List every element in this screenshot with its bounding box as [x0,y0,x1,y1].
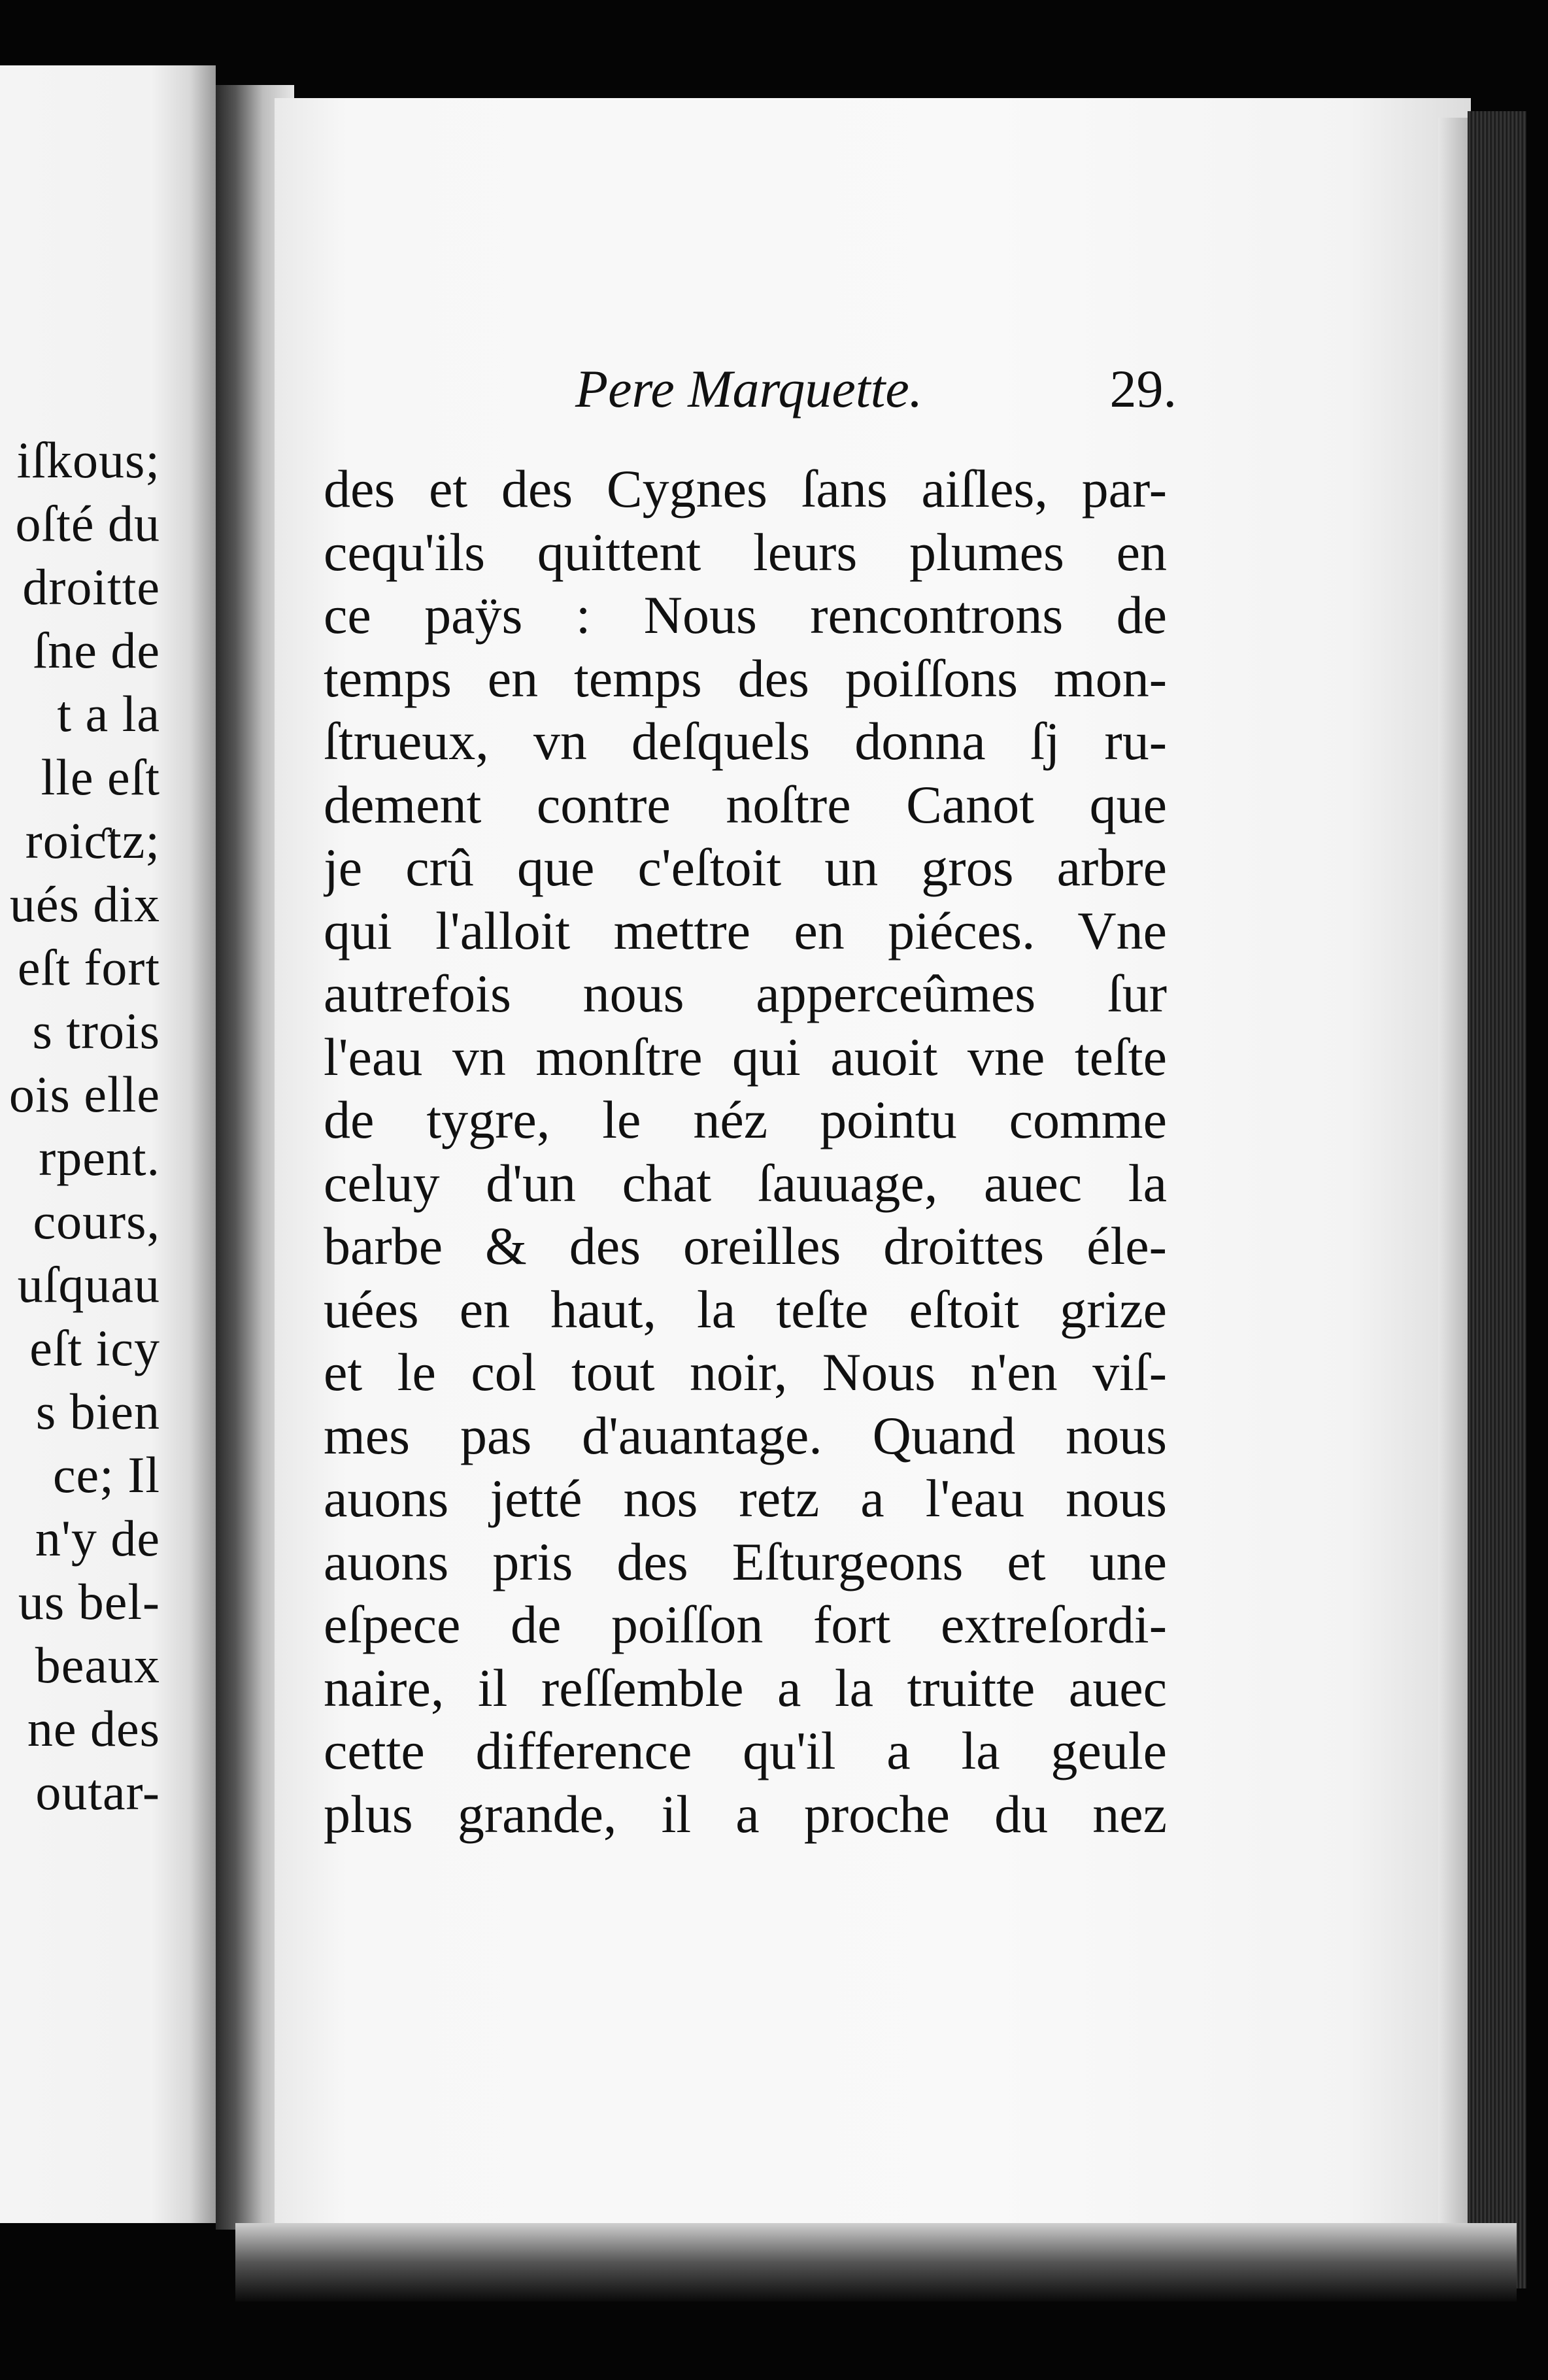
text-line: eſt icy [29,1319,160,1376]
page-edges [1468,111,1526,2288]
text-line: oſté du [15,495,160,552]
text-line: et le col tout noir, Nous n'en viſ- [324,1342,1167,1402]
text-line: lle eſt [41,749,160,806]
text-line: cequ'ils quittent leurs plumes en [324,522,1167,582]
text-line: ce; Il [52,1446,160,1503]
text-line: beaux [35,1637,160,1693]
page-edge-highlight [1438,118,1468,2236]
text-line: ués dix [9,876,160,932]
text-line: dement contre noſtre Canot que [324,774,1167,834]
text-line: droitte [22,558,160,615]
text-line: ce paÿs : Nous rencontrons de [324,585,1167,645]
text-line: plus grande, il a proche du nez [324,1784,1167,1844]
text-line: n'y de [35,1510,160,1567]
text-line: eſpece de poiſſon fort extreſordi- [324,1595,1167,1654]
text-line: rpent. [39,1129,160,1186]
text-line: s bien [35,1383,160,1440]
text-line: ne des [27,1700,160,1757]
text-line: roiƈtz; [25,812,160,869]
text-line: ſne de [33,622,160,679]
text-line: barbe & des oreilles droittes éle- [324,1216,1167,1276]
text-line: l'eau vn monſtre qui auoit vne teſte [324,1027,1167,1087]
text-line: temps en temps des poiſſons mon- [324,648,1167,708]
text-line: eſt fort [17,939,160,996]
page-body-text [324,458,1167,1846]
text-line: cette difference qu'il a la geule [324,1721,1167,1780]
text-line: auons pris des Eſturgeons et une [324,1531,1167,1591]
text-line: celuy d'un chat ſauuage, auec la [324,1153,1167,1213]
text-line: naire, il reſſemble a la truitte auec [324,1658,1167,1718]
text-line: outar- [35,1763,160,1820]
text-line: uſquau [17,1256,160,1313]
text-line: cours, [33,1193,160,1250]
text-line: t a la [57,685,160,742]
running-title: Pere Marquette. [575,359,923,418]
text-line: uées en haut, la teſte eſtoit grize [324,1279,1167,1339]
text-line: mes pas d'auantage. Quand nous [324,1405,1167,1465]
text-line: auons jetté nos retz a l'eau nous [324,1469,1167,1528]
bottom-page-shadow [235,2223,1517,2302]
running-header [575,356,1177,422]
text-line: iſkous; [16,432,160,488]
text-line: us bel- [18,1573,160,1630]
text-line: s trois [32,1002,160,1059]
text-line: ois elle [8,1066,160,1123]
previous-page-text [0,428,160,1824]
text-line: je crû que c'eſtoit un gros arbre [324,838,1167,897]
text-line: autrefois nous apperceûmes ſur [324,964,1167,1023]
text-line: qui l'alloit mettre en piéces. Vne [324,900,1167,960]
page-number: 29. [1109,359,1177,418]
text-line: ſtrueux, vn deſquels donna ſj ru- [324,711,1167,771]
text-line: de tygre, le néz pointu comme [324,1090,1167,1149]
text-line: des et des Cygnes ſans aiſles, par- [324,459,1167,518]
